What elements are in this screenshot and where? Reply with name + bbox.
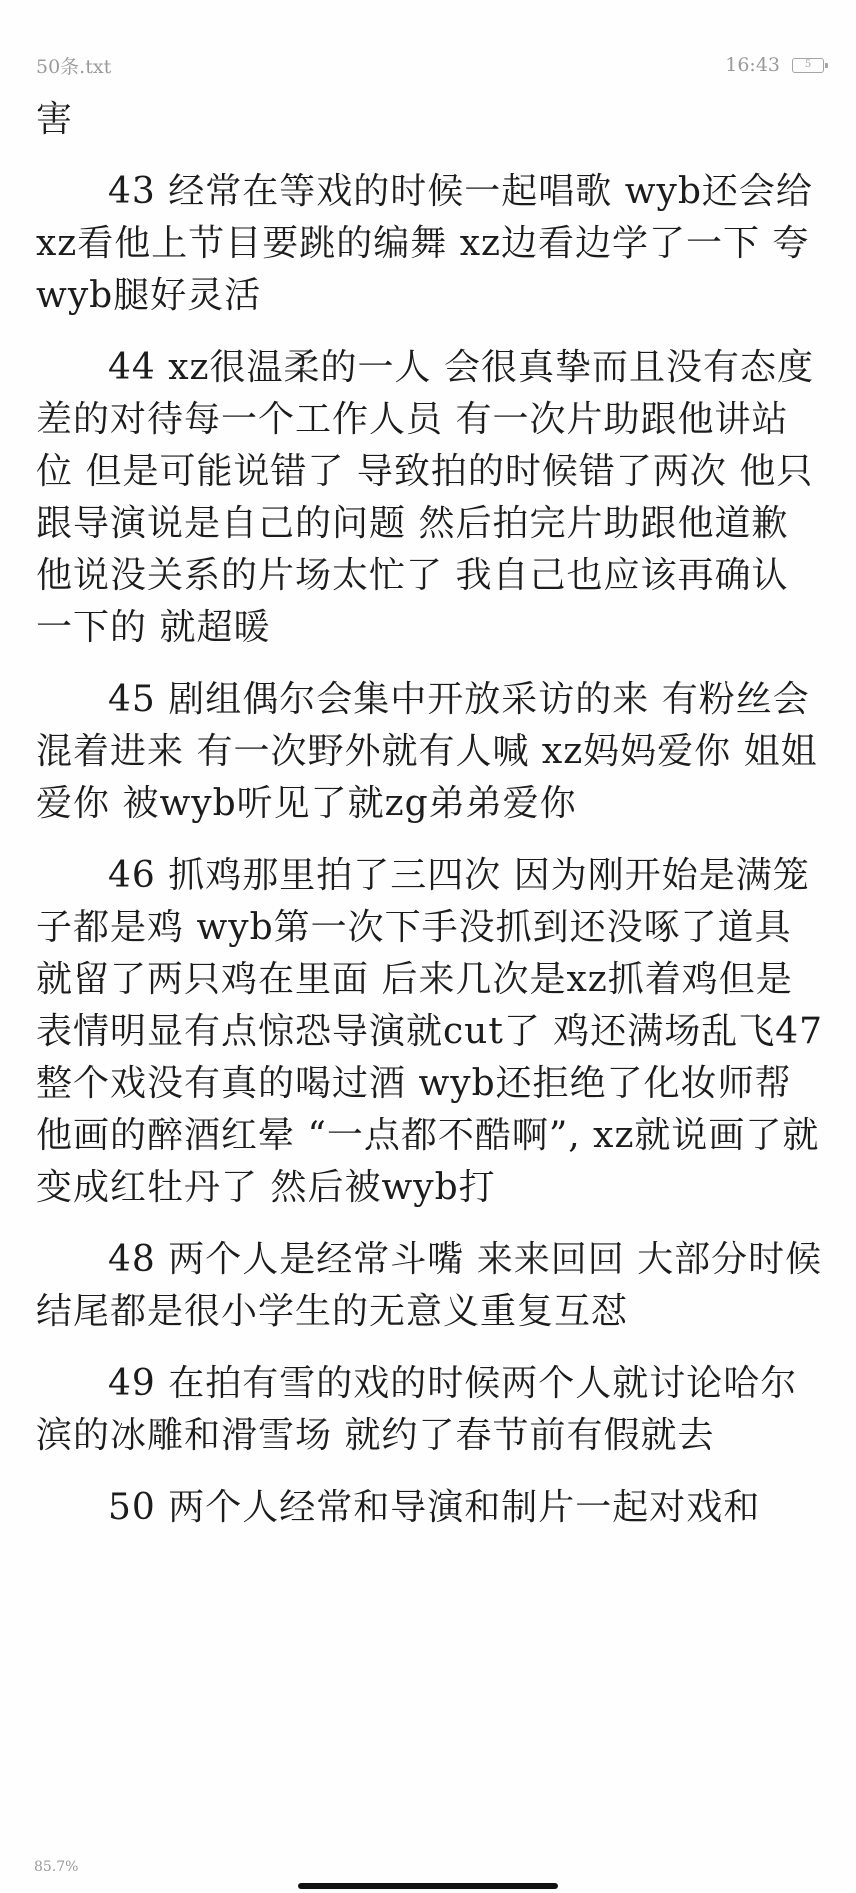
status-bar xyxy=(36,50,824,80)
reading-progress: 85.7% xyxy=(34,1859,79,1875)
clock-time: 16:43 xyxy=(725,54,780,76)
status-right xyxy=(725,54,824,76)
continued-line: 害 xyxy=(36,99,74,140)
paragraph-44: 44 xz很温柔的一人 会很真挚而且没有态度差的对待每一个工作人员 有一次片助跟他讲站位 但是可能说错了 导致拍的时候错了两次 他只跟导演说是自己的问题 然后拍完片助跟他道歉 他说没关系的片场太忙了 我自己也应该再确认一下的 就超暖 xyxy=(36,347,814,648)
battery-level: 5 xyxy=(804,59,812,70)
paragraph-48: 48 两个人是经常斗嘴 来来回回 大部分时候结尾都是很小学生的无意义重复互怼 xyxy=(36,1239,823,1332)
paragraph-45: 45 剧组偶尔会集中开放采访的来 有粉丝会混着进来 有一次野外就有人喊 xz妈妈爱你 姐姐爱你 被wyb听见了就zg弟弟爱你 xyxy=(36,679,818,824)
paragraph-43: 43 经常在等戏的时候一起唱歌 wyb还会给xz看他上节目要跳的编舞 xz边看边学了一下 夸wyb腿好灵活 xyxy=(36,171,813,316)
text-content xyxy=(36,94,824,1534)
battery-icon xyxy=(792,58,824,73)
paragraph-49: 49 在拍有雪的戏的时候两个人就讨论哈尔滨的冰雕和滑雪场 就约了春节前有假就去 xyxy=(36,1363,798,1456)
file-name: 50条.txt xyxy=(36,55,112,78)
paragraph-50: 50 两个人经常和导演和制片一起对戏和 xyxy=(108,1487,761,1528)
home-indicator[interactable] xyxy=(298,1883,558,1889)
paragraph-46-47: 46 抓鸡那里拍了三四次 因为刚开始是满笼子都是鸡 wyb第一次下手没抓到还没啄了道具就留了两只鸡在里面 后来几次是xz抓着鸡但是表情明显有点惊恐导演就cut了 鸡还满场乱飞47 整个戏没有真的喝过酒 wyb还拒绝了化妆师帮他画的醉酒红晕 “一点都不酷啊”, xz就说画了就变成红牡丹了 然后被wyb打 xyxy=(36,855,824,1208)
